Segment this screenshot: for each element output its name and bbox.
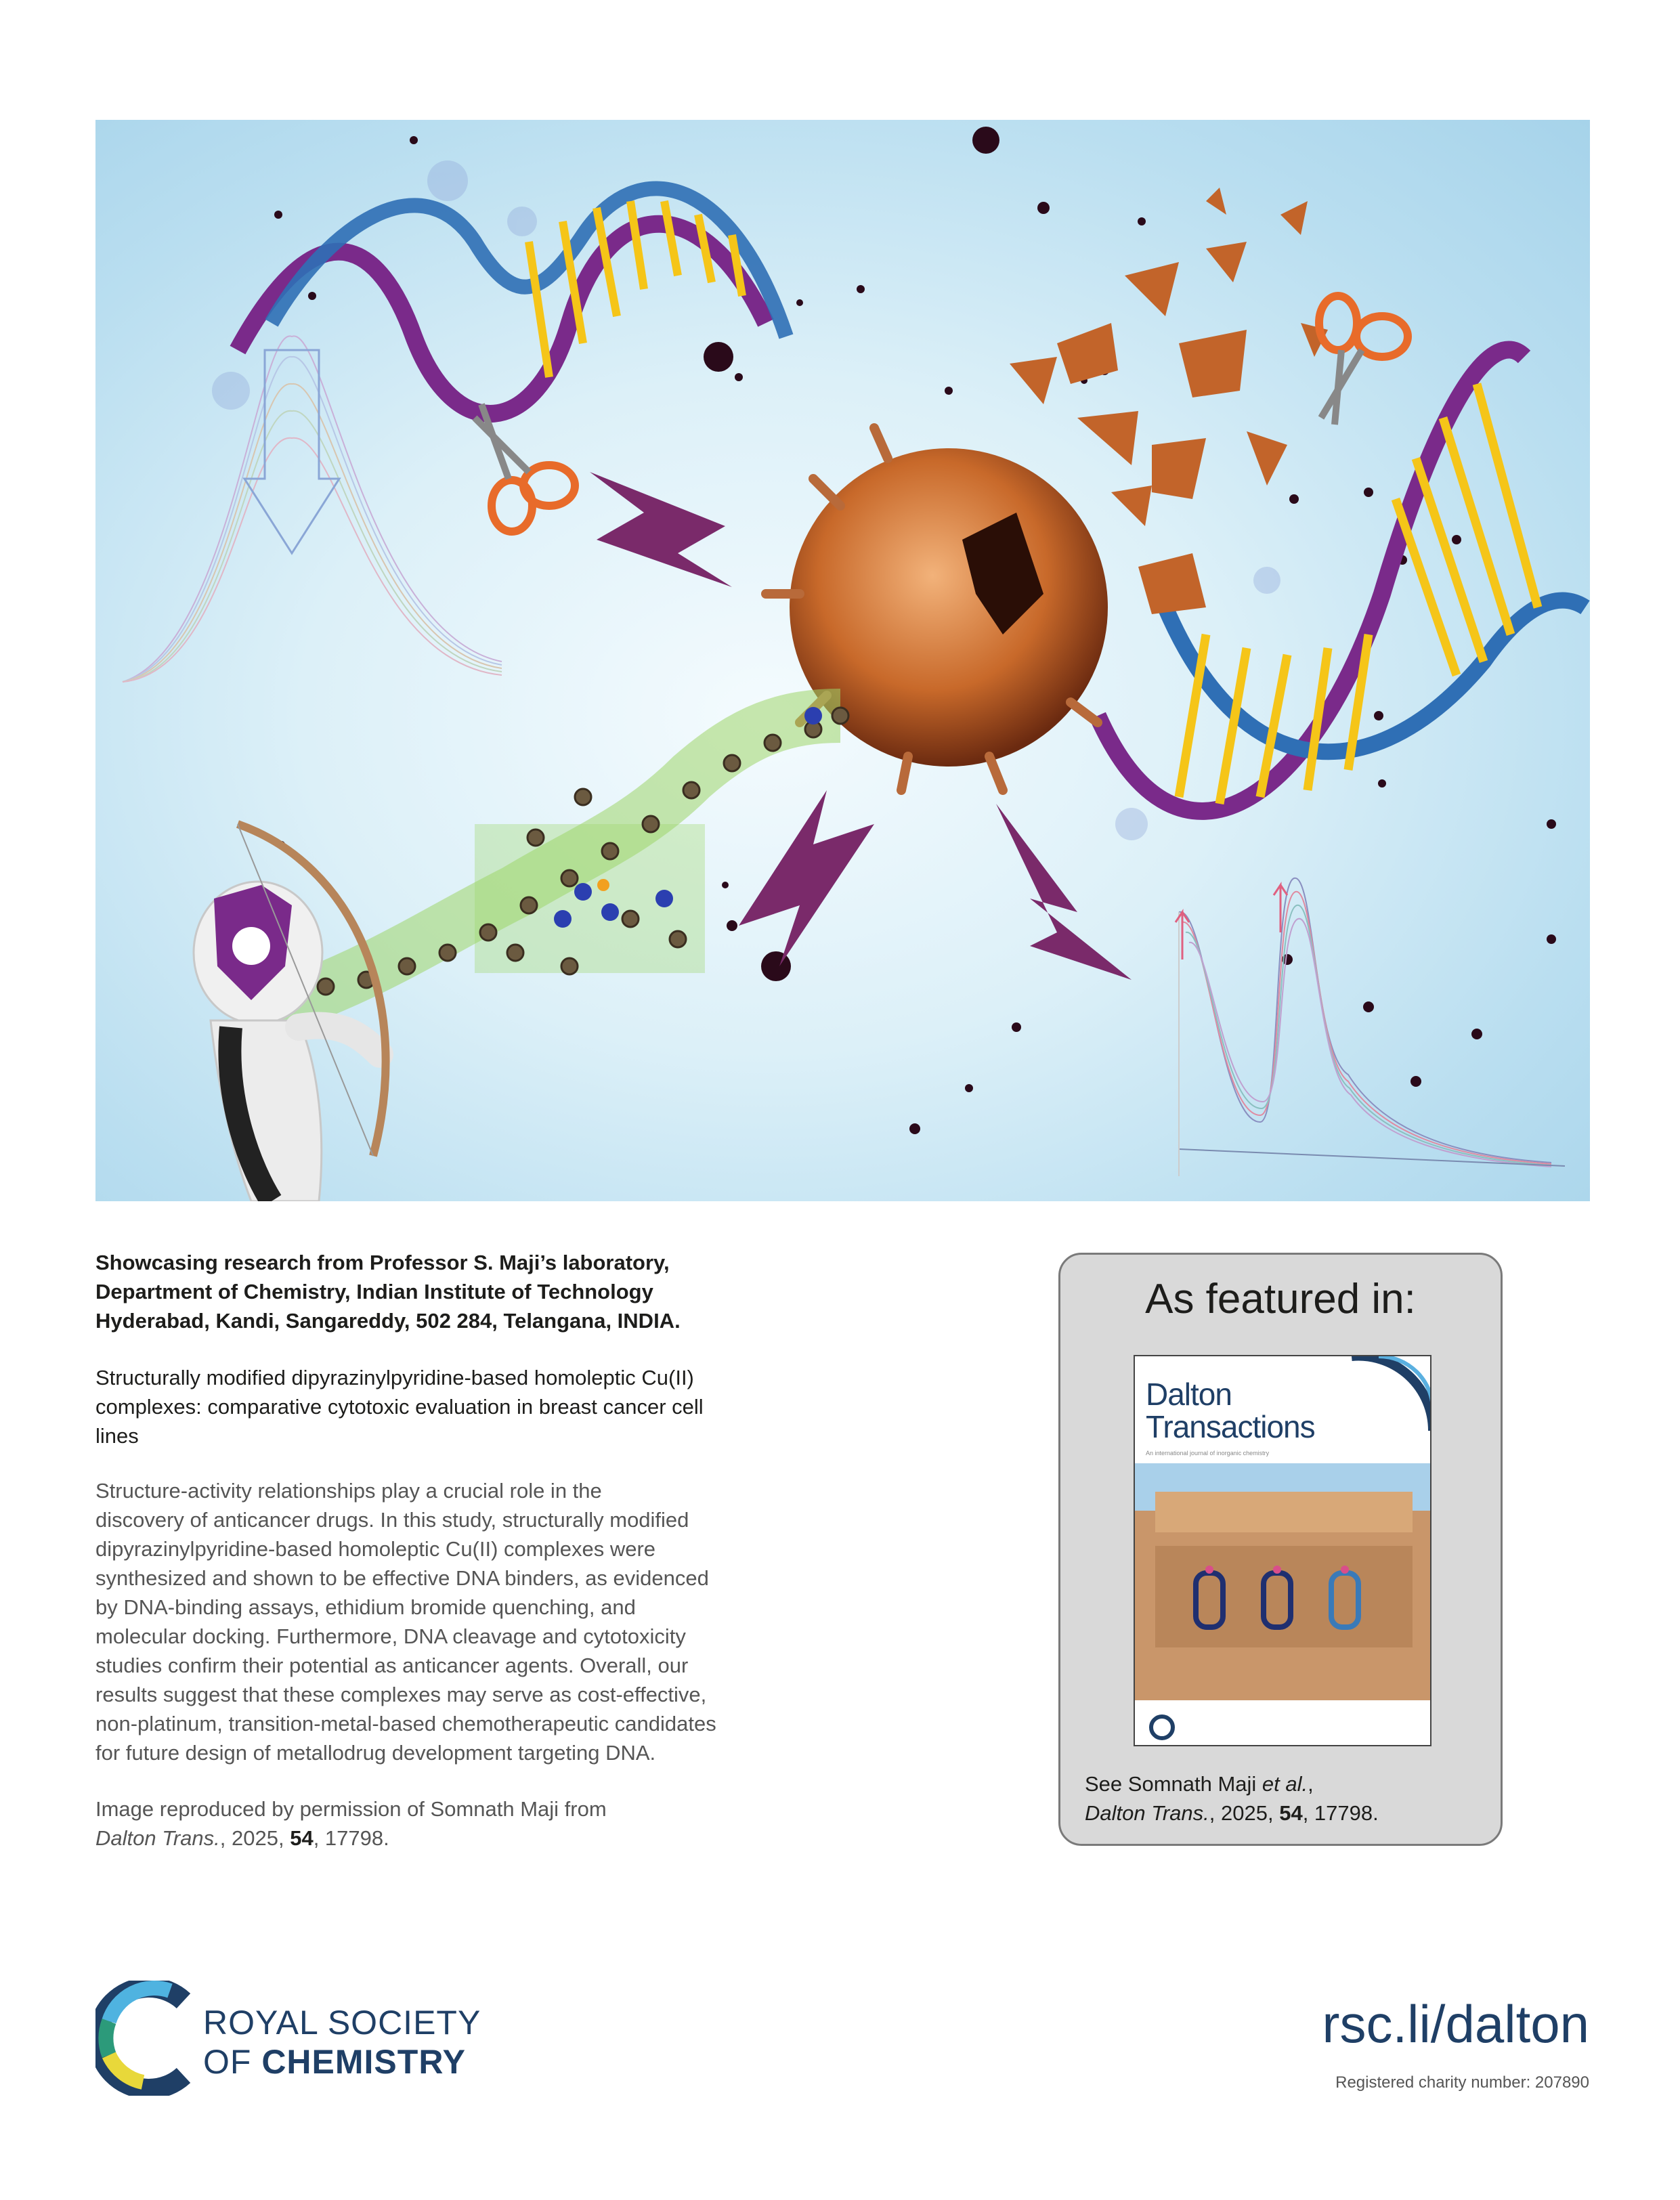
article-title-line-2: complexes: comparative cytotoxic evaluation in breast cancer cell — [95, 1395, 704, 1419]
showcase-line-1: Showcasing research from Professor S. Maji’s laboratory, — [95, 1251, 670, 1274]
abstract-line: molecular docking. Furthermore, DNA cleavage and cytotoxicity — [95, 1624, 686, 1648]
rsc-line-1: ROYAL SOCIETY — [203, 2004, 481, 2042]
journal-url-link[interactable]: rsc.li/dalton — [1322, 1994, 1589, 2054]
rsc-of: OF — [203, 2043, 262, 2081]
scissors-left-icon — [475, 404, 575, 532]
journal-cover[interactable] — [1134, 1355, 1431, 1746]
spectra-plot — [1176, 878, 1565, 1176]
rsc-logo-icon[interactable] — [95, 1981, 197, 2096]
abstract-line: by DNA-binding assays, ethidium bromide quenching, and — [95, 1595, 636, 1619]
cite-etal: et al. — [1262, 1772, 1308, 1796]
showcase-credit — [95, 1248, 840, 1335]
abstract-line: discovery of anticancer drugs. In this study, structurally modified — [95, 1508, 689, 1532]
abstract — [95, 1476, 861, 1767]
cite-year: , 2025, — [1209, 1801, 1280, 1825]
charity-number: Registered charity number: 207890 — [1335, 2073, 1589, 2092]
credit-year: , 2025, — [219, 1826, 290, 1850]
featured-cite-line-1 — [1085, 1769, 1484, 1798]
article-title-line-3: lines — [95, 1424, 139, 1448]
featured-citation — [1085, 1769, 1484, 1828]
scissors-right-icon — [1319, 296, 1408, 425]
featured-title: As featured in: — [1145, 1276, 1416, 1322]
abstract-line: studies confirm their potential as anticancer agents. Overall, our — [95, 1654, 689, 1677]
cover-journal-line-2: Transactions — [1146, 1409, 1315, 1444]
abstract-line: Structure-activity relationships play a crucial role in the — [95, 1479, 602, 1503]
credit-volume: 54 — [290, 1826, 314, 1850]
cite-pages: , 17798. — [1302, 1801, 1379, 1825]
archer-figure — [194, 824, 386, 1201]
rsc-line-2 — [203, 2042, 481, 2082]
cite-author: See Somnath Maji — [1085, 1772, 1262, 1796]
rsc-wordmark — [203, 2003, 481, 2082]
cite-comma: , — [1308, 1772, 1314, 1796]
credit-journal: Dalton Trans. — [95, 1826, 220, 1850]
molecule — [249, 707, 848, 1016]
abstract-line: for future design of metallodrug development targeting DNA. — [95, 1741, 656, 1765]
featured-in-box — [1058, 1253, 1503, 1846]
credit-line-2 — [95, 1824, 840, 1853]
featured-cite-line-2 — [1085, 1798, 1484, 1828]
showcase-line-3: Hyderabad, Kandi, Sangareddy, 502 284, Telangana, INDIA. — [95, 1309, 681, 1333]
abstract-line: non-platinum, transition-metal-based chemotherapeutic candidates — [95, 1712, 716, 1735]
abstract-line: synthesized and shown to be effective DNA binders, as evidenced — [95, 1566, 709, 1590]
image-credit — [95, 1794, 840, 1853]
cover-subtitle: An international journal of inorganic chemistry — [1146, 1450, 1270, 1457]
abstract-line: dipyrazinylpyridine-based homoleptic Cu(II) complexes were — [95, 1537, 656, 1561]
credit-line-1: Image reproduced by permission of Somnath Maji from — [95, 1797, 607, 1821]
cover-journal-line-1: Dalton — [1146, 1377, 1232, 1412]
article-title — [95, 1363, 840, 1450]
cover-journal-title — [1146, 1378, 1315, 1443]
cite-volume: 54 — [1279, 1801, 1303, 1825]
article-title-line-1: Structurally modified dipyrazinylpyridine-based homoleptic Cu(II) — [95, 1366, 694, 1389]
cover-artwork — [95, 120, 1590, 1201]
showcase-line-2: Department of Chemistry, Indian Institute of Technology — [95, 1280, 653, 1303]
abstract-line: results suggest that these complexes may serve as cost-effective, — [95, 1683, 707, 1706]
rsc-chemistry: CHEMISTRY — [261, 2043, 466, 2081]
artwork-svg — [95, 120, 1590, 1201]
credit-pages: , 17798. — [313, 1826, 389, 1850]
cite-journal: Dalton Trans. — [1085, 1801, 1209, 1825]
